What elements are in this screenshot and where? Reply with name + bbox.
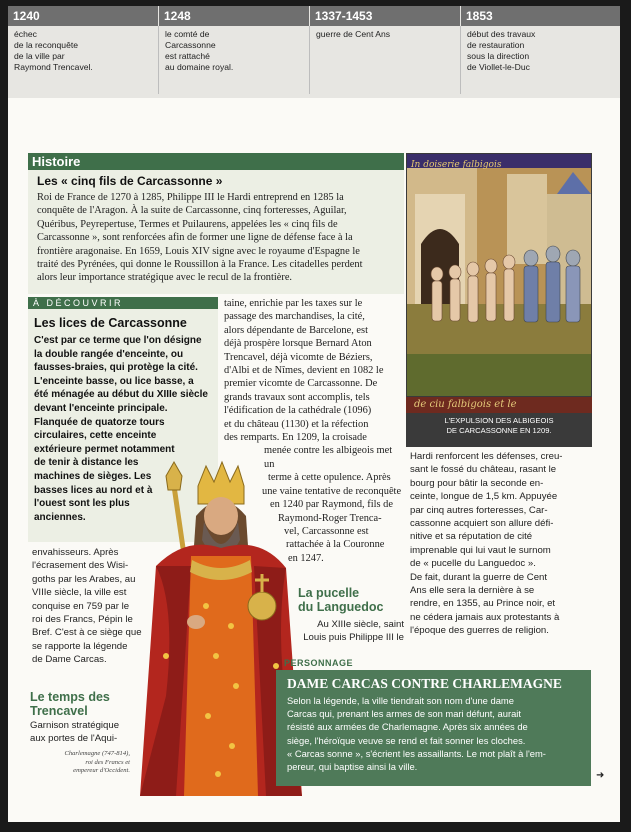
text-line: terme à cette opulence. Après	[268, 472, 391, 484]
decouvrir-line: basses lices au nord et à	[34, 484, 153, 496]
pucelle-heading	[298, 586, 408, 614]
text-line: passage des marchandises, la cité,	[224, 311, 365, 323]
caption-line: roi des Francs et	[85, 758, 130, 766]
text-line: Trencavel, déjà vicomte de Béziers,	[224, 351, 373, 363]
text-line: Ans elle sera la dernière à se	[410, 585, 535, 597]
article-column-3	[410, 450, 590, 638]
text-line: résisté aux armées de Charlemagne. Après six années de	[287, 721, 528, 733]
histoire-box	[28, 170, 404, 294]
histoire-body	[37, 191, 399, 285]
timeline	[8, 6, 620, 98]
heading-line: Trencavel	[30, 704, 88, 718]
histoire-line: alors leur importance stratégique avec le recul de la frontière.	[37, 272, 293, 284]
timeline-text	[159, 26, 309, 73]
text-line: se rapporte la légende	[32, 640, 128, 652]
heading-line: du Languedoc	[298, 600, 384, 614]
text-line: Hardi renforcent les défenses, creu-	[410, 451, 563, 462]
timeline-text	[8, 26, 158, 73]
histoire-subtitle: Les « cinq fils de Carcassonne »	[37, 174, 223, 188]
timeline-line: de restauration	[467, 40, 525, 50]
miniature-banner-text: In doiserie falbigois	[411, 160, 502, 170]
decouvrir-tag: À DÉCOUVRIR	[28, 297, 218, 309]
text-line: bourg pour bâtir la seconde en-	[410, 477, 544, 489]
timeline-text	[461, 26, 620, 73]
text-line: goths par les Arabes, au	[32, 573, 136, 585]
text-line: par cinq autres forteresses, Car-	[410, 504, 548, 516]
text-line: l'édification de la cathédrale (1096)	[224, 405, 372, 417]
timeline-line: de la reconquête	[14, 40, 79, 50]
text-line: Carcas qui, prenant les armes de son mari défunt, aurait	[287, 708, 521, 720]
heading-line: La pucelle	[298, 586, 360, 600]
timeline-col-1853	[461, 6, 620, 98]
text-line: rattachée à la Couronne	[286, 539, 385, 551]
decouvrir-line: la double rangée d'enceinte, ou	[34, 348, 184, 360]
text-line: Selon la légende, la ville tiendrait son nom d'une dame	[287, 695, 514, 706]
timeline-line: de la ville par	[14, 51, 65, 61]
decouvrir-line: anciennes.	[34, 511, 86, 523]
text-line: menée contre les albigeois met un	[264, 445, 393, 470]
text-line: de Dame Carcas.	[32, 654, 107, 666]
caption-line: empereur d'Occident.	[73, 767, 130, 774]
text-line: aux portes de l'Aqui-	[30, 733, 118, 744]
decouvrir-line: extérieure permet notamment	[34, 443, 175, 455]
text-line: Louis puis Philippe III le	[303, 632, 404, 643]
timeline-line: échec	[14, 29, 37, 39]
timeline-line: Carcassonne	[165, 40, 216, 50]
miniature-caption-band: de ciu falbigois et le	[406, 397, 592, 413]
text-line: déjà prospère lorsque Bernard Aton	[224, 338, 372, 350]
timeline-line: Raymond Trencavel.	[14, 62, 93, 72]
histoire-heading: Histoire	[28, 153, 404, 170]
decouvrir-line: de tenir à distance les	[34, 457, 139, 469]
personnage-tag: PERSONNAGE	[284, 658, 354, 668]
page	[8, 6, 620, 822]
timeline-line: début des travaux	[467, 29, 536, 39]
text-line: rendre, en 1355, au Prince noir, et	[410, 598, 556, 610]
timeline-year: 1240	[8, 6, 158, 26]
personnage-box	[276, 670, 591, 786]
text-line: ne cédera jamais aux protestants à	[410, 611, 560, 623]
text-line: Au XIIIe siècle, saint	[317, 619, 404, 630]
text-line: alors dépendante de Barcelone, est	[224, 324, 368, 336]
timeline-text	[310, 26, 460, 40]
text-line: vel, Carcassonne est	[284, 525, 369, 537]
text-line: imprenable qui lui vaut le surnom	[410, 544, 551, 556]
charlemagne-caption	[30, 750, 130, 776]
text-line: Bref. C'est à ce siège que	[32, 627, 142, 639]
decouvrir-line: L'enceinte basse, ou lice basse, a	[34, 375, 194, 387]
timeline-line: le comté de	[165, 29, 210, 39]
text-line: d'Albi et de Nîmes, devient en 1082 le	[224, 365, 384, 377]
text-line: une vaine tentative de reconquête	[262, 485, 402, 497]
caption-line: DE CARCASSONNE EN 1209.	[446, 426, 552, 435]
text-line: de « pucelle du Languedoc ».	[410, 558, 536, 570]
text-line: des remparts. En 1209, la croisade	[224, 432, 367, 444]
timeline-line: est rattaché	[165, 51, 210, 61]
timeline-col-1337	[310, 6, 460, 98]
text-line: ceinte, longue de 1,5 km. Appuyée	[410, 491, 558, 503]
histoire-line: traité des Pyrénées, qui donne le Roussillon à la France. Les citadelles perdent	[37, 259, 363, 271]
histoire-line: frontière aragonaise. En 1659, Louis XIV signe avec le royaume d'Espagne le	[37, 245, 360, 257]
personnage-title: DAME CARCAS CONTRE CHARLEMAGNE	[287, 676, 562, 691]
timeline-year: 1248	[159, 6, 309, 26]
decouvrir-line: Flanquée de quatorze tours	[34, 416, 165, 428]
personnage-body	[287, 694, 583, 773]
timeline-line: sous la direction	[467, 51, 530, 61]
text-line: VIIIe siècle, la ville est	[32, 587, 127, 599]
heading-line: Le temps des	[30, 690, 110, 704]
text-line: l'écrasement des Wisi-	[32, 560, 129, 572]
miniature-caption	[406, 413, 592, 436]
timeline-line: au domaine royal.	[165, 62, 234, 72]
text-line: taine, enrichie par les taxes sur le	[224, 298, 363, 309]
next-page-arrow-icon: ➜	[596, 770, 605, 781]
text-line: envahisseurs. Après	[32, 547, 119, 558]
text-line: « Carcas sonne », s'écrient les assaillants. Le mot plaît à l'em-	[287, 747, 546, 759]
miniature-caption-box	[406, 397, 592, 447]
timeline-line: guerre de Cent Ans	[316, 29, 391, 39]
timeline-col-1248	[159, 6, 309, 98]
histoire-line: conquête de l'Aragon. À la suite de Carcassonne, cinq forteresses, Aguilar,	[37, 205, 347, 217]
text-line: roi des Francs, Pépin le	[32, 614, 133, 626]
histoire-line: Roi de France de 1270 à 1285, Philippe III le Hardi entreprend en 1285 la	[37, 192, 344, 203]
text-line: en 1240 par Raymond, fils de	[270, 499, 393, 511]
miniature-illustration	[407, 154, 591, 396]
text-line: cassonne acquiert son allure défi-	[410, 518, 554, 530]
decouvrir-title: Les lices de Carcassonne	[34, 316, 187, 330]
text-line: pereur, qui baptise ainsi la ville.	[287, 761, 418, 773]
text-line: Garnison stratégique	[30, 720, 120, 731]
timeline-year: 1337-1453	[310, 6, 460, 26]
timeline-line: de Viollet-le-Duc	[467, 62, 530, 72]
text-line: et du château (1130) et la réfection	[224, 418, 369, 430]
miniature-banner	[407, 154, 591, 168]
histoire-line: Quéribus, Peyrepertuse, Termes et Puilaurens, appelées les « cinq fils de	[37, 218, 338, 230]
text-line: en 1247.	[288, 552, 324, 564]
decouvrir-line: fausses-braies, qui protège la cité.	[34, 362, 198, 374]
caption-line: L'EXPULSION DES ALBIGEOIS	[444, 416, 554, 425]
timeline-year: 1853	[461, 6, 620, 26]
text-line: siège, l'héroïque veuve se rend et fait sonner les cloches.	[287, 734, 526, 746]
decouvrir-line: machines de sièges. Les	[34, 470, 152, 482]
timeline-col-1240	[8, 6, 158, 98]
decouvrir-line: été ménagée au début du XIIIe siècle	[34, 389, 208, 401]
decouvrir-line: l'ouest sont les plus	[34, 498, 130, 510]
text-line: conquise en 759 par le	[32, 600, 130, 612]
text-line: premier vicomte de Carcassonne. De	[224, 378, 378, 390]
text-line: l'époque des guerres de religion.	[410, 625, 549, 637]
albigeois-miniature-image	[406, 153, 592, 397]
text-line: grands travaux sont accomplis, tels	[224, 391, 370, 403]
decouvrir-line: circulaires, cette enceinte	[34, 430, 157, 442]
decouvrir-line: devant l'enceinte principale.	[34, 402, 168, 414]
text-line: nitive et sa réputation de cité	[410, 531, 533, 543]
text-line: Raymond-Roger Trenca-	[278, 512, 382, 524]
text-line: sant le fossé du château, rasant le	[410, 464, 557, 476]
text-line: De fait, durant la guerre de Cent	[410, 571, 548, 583]
decouvrir-line: C'est par ce terme que l'on désigne	[34, 335, 202, 346]
histoire-line: Carcassonne », sont renforcées afin de former une ligne de défense face à la	[37, 232, 353, 244]
caption-line: Charlemagne (747-814),	[64, 750, 130, 757]
